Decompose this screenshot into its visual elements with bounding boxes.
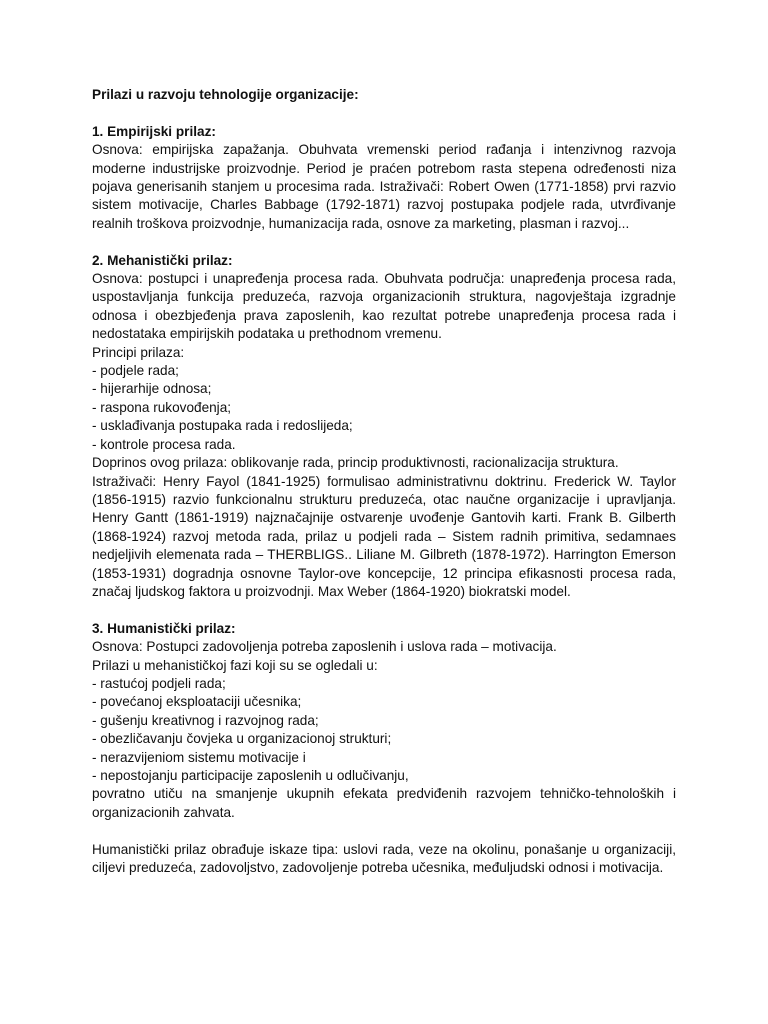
list-item: - usklađivanja postupaka rada i redoslijeda; xyxy=(92,418,353,434)
section-heading-empirical: 1. Empirijski prilaz: xyxy=(92,123,216,139)
contributions-text: Doprinos ovog prilaza: oblikovanje rada, princip produktivnosti, racionalizacija struktura. xyxy=(92,455,619,471)
list-item: - nepostojanju participacije zaposlenih u odlučivanju, xyxy=(92,767,409,783)
researchers-text: Istraživači: Henry Fayol (1841-1925) formulisao administrativnu doktrinu. Frederick W. Taylor (1856-1915) razvio funkcionalnu strukturu preduzeća, otac naučne organizacije i upravljanja. Henry Gantt (1861-1919) najznačajnije ostvarenje uvođenje Gantovih karti. Frank B. Gilberth (1868-1924) razvoj metoda rada, prilaz u podjeli rada – Sistem radnih primitiva, sedamnaes nedjeljivih elemenata rada – THERBLIGS.. Liliane M. Gilbreth (1878-1972). Harrington Emerson (1853-1931) dogradnja osnovne Taylor-ove koncepcije, 12 principa efikasnosti procesa rada, značaj ljudskog faktora u proizvodnji. Max Weber (1864-1920) biokratski model. xyxy=(92,473,676,599)
humanistic-intro: Prilazi u mehanističkoj fazi koji su se ogledali u: xyxy=(92,657,378,673)
document-title: Prilazi u razvoju tehnologije organizacije: xyxy=(92,87,359,102)
section-heading-humanistic: 3. Humanistički prilaz: xyxy=(92,620,236,636)
list-item: - nerazvijeniom sistemu motivacije i xyxy=(92,749,306,765)
list-item: - povećanoj eksploataciji učesnika; xyxy=(92,694,302,710)
list-item: - rastućoj podjeli rada; xyxy=(92,675,226,691)
section-humanistic xyxy=(92,620,676,822)
section-heading-mechanistic: 2. Mehanistički prilaz: xyxy=(92,252,233,268)
list-item: - podjele rada; xyxy=(92,363,179,379)
list-item: - obezličavanju čovjeka u organizacionoj strukturi; xyxy=(92,731,392,747)
document-page xyxy=(92,86,676,877)
principles-list xyxy=(92,362,676,454)
humanistic-list xyxy=(92,675,676,785)
humanistic-final-paragraph: Humanistički prilaz obrađuje iskaze tipa: uslovi rada, veze na okolinu, ponašanje u organizaciji, ciljevi preduzeća, zadovoljstvo, zadovoljenje potreba učesnika, međuljudski odnosi i motivacija. xyxy=(92,841,676,875)
section-mechanistic xyxy=(92,252,676,602)
humanistic-conclusion: povratno utiču na smanjenje ukupnih efekata predviđenih razvojem tehničko-tehnoloških i organizacionih zahvata. xyxy=(92,786,676,820)
humanistic-basis: Osnova: Postupci zadovoljenja potreba zaposlenih i uslova rada – motivacija. xyxy=(92,639,557,655)
list-item: - raspona rukovođenja; xyxy=(92,399,232,415)
list-item: - hijerarhije odnosa; xyxy=(92,381,212,397)
section-text-empirical: Osnova: empirijska zapažanja. Obuhvata vremenski period rađanja i intenzivnog razvoja moderne industrijske proizvodnje. Period je praćen potrebom rasta stepena određenosti niza pojava generisanih stanjem u procesima rada. Istraživači: Robert Owen (1771-1858) prvi razvio sistem motivacije, Charles Babbage (1792-1871) razvoj postupaka podjele rada, utvrđivanje realnih troškova proizvodnje, humanizacija rada, osnove za marketing, plasman i razvoj... xyxy=(92,142,676,231)
principles-intro: Principi prilaza: xyxy=(92,344,185,360)
list-item: - kontrole procesa rada. xyxy=(92,436,236,452)
list-item: - gušenju kreativnog i razvojnog rada; xyxy=(92,712,319,728)
section-text-mechanistic: Osnova: postupci i unapređenja procesa rada. Obuhvata područja: unapređenja procesa rada, uspostavljanja funkcija preduzeća, razvoja organizacionih struktura, nagovještaja izgradnje odnosa i obezbjeđenja prava zaposlenih, kao rezultat potrebe unapređenja procesa rada i nedostataka empirijskih podataka u prethodnom vremenu. xyxy=(92,271,676,342)
section-empirical xyxy=(92,123,676,233)
